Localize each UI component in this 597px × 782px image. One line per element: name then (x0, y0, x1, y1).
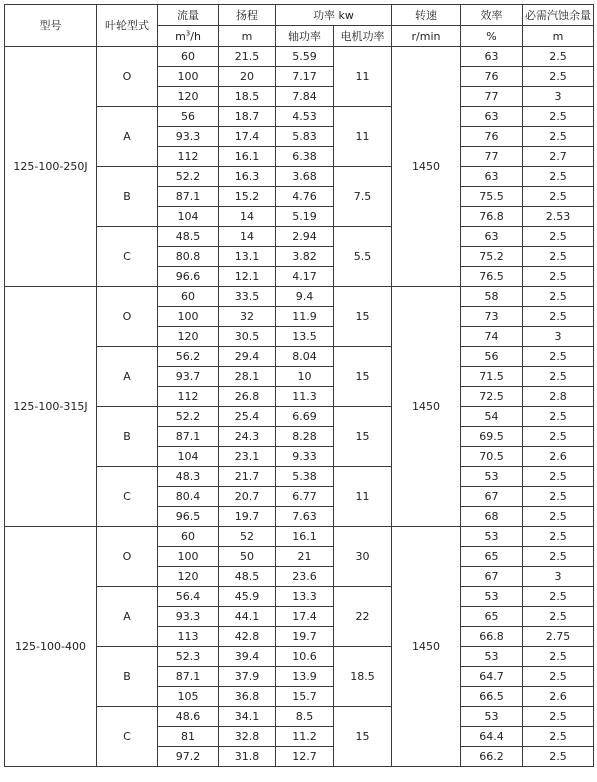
npsh-cell: 2.5 (523, 247, 594, 267)
flow-cell: 48.3 (158, 467, 219, 487)
flow-cell: 97.2 (158, 747, 219, 767)
header-head-unit: m (219, 26, 276, 47)
flow-cell: 96.6 (158, 267, 219, 287)
head-cell: 32 (219, 307, 276, 327)
head-cell: 14 (219, 227, 276, 247)
npsh-cell: 2.5 (523, 727, 594, 747)
head-cell: 29.4 (219, 347, 276, 367)
efficiency-cell: 77 (461, 147, 523, 167)
table-body (5, 5, 594, 767)
efficiency-cell: 70.5 (461, 447, 523, 467)
npsh-cell: 2.5 (523, 507, 594, 527)
npsh-cell: 2.5 (523, 287, 594, 307)
motor-power-cell: 22 (334, 587, 392, 647)
head-cell: 17.4 (219, 127, 276, 147)
efficiency-cell: 53 (461, 467, 523, 487)
speed-cell: 1450 (392, 527, 461, 767)
flow-cell: 60 (158, 47, 219, 67)
head-cell: 30.5 (219, 327, 276, 347)
impeller-type: C (97, 467, 158, 527)
efficiency-cell: 76.5 (461, 267, 523, 287)
efficiency-cell: 67 (461, 487, 523, 507)
head-cell: 23.1 (219, 447, 276, 467)
head-cell: 28.1 (219, 367, 276, 387)
flow-cell: 112 (158, 387, 219, 407)
table-row (5, 47, 594, 67)
npsh-cell: 2.5 (523, 707, 594, 727)
table-row (5, 287, 594, 307)
npsh-cell: 2.5 (523, 587, 594, 607)
flow-cell: 120 (158, 327, 219, 347)
flow-cell: 80.4 (158, 487, 219, 507)
impeller-type: B (97, 167, 158, 227)
head-cell: 20 (219, 67, 276, 87)
head-cell: 50 (219, 547, 276, 567)
efficiency-cell: 67 (461, 567, 523, 587)
shaft-power-cell: 3.82 (276, 247, 334, 267)
flow-cell: 120 (158, 567, 219, 587)
shaft-power-cell: 2.94 (276, 227, 334, 247)
impeller-type: O (97, 287, 158, 347)
flow-cell: 52.2 (158, 407, 219, 427)
npsh-cell: 2.7 (523, 147, 594, 167)
npsh-cell: 2.5 (523, 307, 594, 327)
npsh-cell: 3 (523, 87, 594, 107)
motor-power-cell: 15 (334, 347, 392, 407)
head-cell: 18.5 (219, 87, 276, 107)
npsh-cell: 2.5 (523, 747, 594, 767)
flow-cell: 48.5 (158, 227, 219, 247)
flow-cell: 100 (158, 67, 219, 87)
impeller-type: A (97, 107, 158, 167)
shaft-power-cell: 15.7 (276, 687, 334, 707)
npsh-cell: 2.5 (523, 487, 594, 507)
head-cell: 39.4 (219, 647, 276, 667)
efficiency-cell: 65 (461, 547, 523, 567)
flow-cell: 52.3 (158, 647, 219, 667)
shaft-power-cell: 6.77 (276, 487, 334, 507)
impeller-type: O (97, 527, 158, 587)
efficiency-cell: 56 (461, 347, 523, 367)
flow-cell: 104 (158, 207, 219, 227)
flow-unit-tail: /h (190, 29, 201, 43)
header-row-1 (5, 5, 594, 26)
flow-cell: 100 (158, 547, 219, 567)
pump-performance-table (4, 4, 594, 767)
npsh-cell: 2.5 (523, 47, 594, 67)
efficiency-cell: 53 (461, 707, 523, 727)
head-cell: 12.1 (219, 267, 276, 287)
head-cell: 16.3 (219, 167, 276, 187)
motor-power-cell: 15 (334, 287, 392, 347)
efficiency-cell: 53 (461, 587, 523, 607)
motor-power-cell: 11 (334, 107, 392, 167)
head-cell: 21.5 (219, 47, 276, 67)
npsh-cell: 2.6 (523, 687, 594, 707)
shaft-power-cell: 10 (276, 367, 334, 387)
efficiency-cell: 63 (461, 47, 523, 67)
impeller-type: O (97, 47, 158, 107)
head-cell: 19.7 (219, 507, 276, 527)
table-row (5, 527, 594, 547)
head-cell: 16.1 (219, 147, 276, 167)
flow-cell: 87.1 (158, 667, 219, 687)
npsh-cell: 2.5 (523, 467, 594, 487)
speed-cell: 1450 (392, 47, 461, 287)
efficiency-cell: 63 (461, 107, 523, 127)
efficiency-cell: 58 (461, 287, 523, 307)
motor-power-cell: 30 (334, 527, 392, 587)
shaft-power-cell: 13.9 (276, 667, 334, 687)
shaft-power-cell: 11.2 (276, 727, 334, 747)
npsh-cell: 2.5 (523, 107, 594, 127)
shaft-power-cell: 9.4 (276, 287, 334, 307)
efficiency-cell: 65 (461, 607, 523, 627)
head-cell: 48.5 (219, 567, 276, 587)
motor-power-cell: 11 (334, 47, 392, 107)
npsh-cell: 2.6 (523, 447, 594, 467)
npsh-cell: 2.75 (523, 627, 594, 647)
efficiency-cell: 73 (461, 307, 523, 327)
shaft-power-cell: 8.5 (276, 707, 334, 727)
flow-cell: 60 (158, 527, 219, 547)
flow-cell: 52.2 (158, 167, 219, 187)
header-flow-unit (158, 26, 219, 47)
shaft-power-cell: 4.76 (276, 187, 334, 207)
head-cell: 26.8 (219, 387, 276, 407)
efficiency-cell: 64.7 (461, 667, 523, 687)
head-cell: 31.8 (219, 747, 276, 767)
efficiency-cell: 53 (461, 647, 523, 667)
shaft-power-cell: 7.17 (276, 67, 334, 87)
flow-cell: 93.7 (158, 367, 219, 387)
head-cell: 52 (219, 527, 276, 547)
header-npsh: 必需汽蚀余量 (523, 5, 594, 26)
motor-power-cell: 11 (334, 467, 392, 527)
head-cell: 34.1 (219, 707, 276, 727)
head-cell: 32.8 (219, 727, 276, 747)
npsh-cell: 2.8 (523, 387, 594, 407)
impeller-type: A (97, 347, 158, 407)
shaft-power-cell: 3.68 (276, 167, 334, 187)
impeller-type: C (97, 227, 158, 287)
header-speed: 转速 (392, 5, 461, 26)
head-cell: 13.1 (219, 247, 276, 267)
npsh-cell: 2.5 (523, 167, 594, 187)
flow-cell: 87.1 (158, 427, 219, 447)
npsh-cell: 2.5 (523, 607, 594, 627)
flow-cell: 104 (158, 447, 219, 467)
flow-cell: 93.3 (158, 127, 219, 147)
flow-unit-sup: 3 (185, 28, 191, 37)
shaft-power-cell: 4.17 (276, 267, 334, 287)
efficiency-cell: 66.2 (461, 747, 523, 767)
head-cell: 14 (219, 207, 276, 227)
efficiency-cell: 54 (461, 407, 523, 427)
motor-power-cell: 15 (334, 707, 392, 767)
shaft-power-cell: 16.1 (276, 527, 334, 547)
header-npsh-unit: m (523, 26, 594, 47)
npsh-cell: 2.5 (523, 527, 594, 547)
shaft-power-cell: 13.3 (276, 587, 334, 607)
motor-power-cell: 7.5 (334, 167, 392, 227)
npsh-cell: 2.5 (523, 127, 594, 147)
shaft-power-cell: 7.84 (276, 87, 334, 107)
npsh-cell: 2.5 (523, 267, 594, 287)
efficiency-cell: 74 (461, 327, 523, 347)
npsh-cell: 2.5 (523, 367, 594, 387)
head-cell: 24.3 (219, 427, 276, 447)
efficiency-cell: 77 (461, 87, 523, 107)
header-speed-unit: r/min (392, 26, 461, 47)
flow-cell: 120 (158, 87, 219, 107)
head-cell: 18.7 (219, 107, 276, 127)
flow-cell: 113 (158, 627, 219, 647)
impeller-type: B (97, 407, 158, 467)
flow-unit-base: m (175, 29, 186, 43)
efficiency-cell: 75.5 (461, 187, 523, 207)
efficiency-cell: 76 (461, 127, 523, 147)
npsh-cell: 2.5 (523, 67, 594, 87)
header-motor-power: 电机功率 (334, 26, 392, 47)
head-cell: 42.8 (219, 627, 276, 647)
flow-cell: 56.4 (158, 587, 219, 607)
model-name: 125-100-400 (5, 527, 97, 767)
efficiency-cell: 76 (461, 67, 523, 87)
npsh-cell: 2.5 (523, 547, 594, 567)
header-efficiency-unit: % (461, 26, 523, 47)
npsh-cell: 2.5 (523, 407, 594, 427)
flow-cell: 81 (158, 727, 219, 747)
flow-cell: 112 (158, 147, 219, 167)
shaft-power-cell: 6.69 (276, 407, 334, 427)
npsh-cell: 2.5 (523, 187, 594, 207)
shaft-power-cell: 9.33 (276, 447, 334, 467)
efficiency-cell: 53 (461, 527, 523, 547)
header-shaft-power: 轴功率 (276, 26, 334, 47)
flow-cell: 56.2 (158, 347, 219, 367)
header-impeller: 叶轮型式 (97, 5, 158, 47)
impeller-type: A (97, 587, 158, 647)
efficiency-cell: 71.5 (461, 367, 523, 387)
motor-power-cell: 5.5 (334, 227, 392, 287)
npsh-cell: 3 (523, 327, 594, 347)
model-name: 125-100-250J (5, 47, 97, 287)
head-cell: 36.8 (219, 687, 276, 707)
shaft-power-cell: 5.19 (276, 207, 334, 227)
motor-power-cell: 18.5 (334, 647, 392, 707)
header-power: 功率 kw (276, 5, 392, 26)
npsh-cell: 2.5 (523, 347, 594, 367)
model-name: 125-100-315J (5, 287, 97, 527)
efficiency-cell: 64.4 (461, 727, 523, 747)
header-efficiency: 效率 (461, 5, 523, 26)
shaft-power-cell: 8.04 (276, 347, 334, 367)
header-model: 型号 (5, 5, 97, 47)
flow-cell: 96.5 (158, 507, 219, 527)
header-flow: 流量 (158, 5, 219, 26)
shaft-power-cell: 6.38 (276, 147, 334, 167)
shaft-power-cell: 21 (276, 547, 334, 567)
shaft-power-cell: 7.63 (276, 507, 334, 527)
npsh-cell: 2.5 (523, 667, 594, 687)
shaft-power-cell: 23.6 (276, 567, 334, 587)
efficiency-cell: 69.5 (461, 427, 523, 447)
efficiency-cell: 66.8 (461, 627, 523, 647)
head-cell: 15.2 (219, 187, 276, 207)
npsh-cell: 2.5 (523, 647, 594, 667)
shaft-power-cell: 5.59 (276, 47, 334, 67)
npsh-cell: 2.5 (523, 427, 594, 447)
efficiency-cell: 76.8 (461, 207, 523, 227)
impeller-type: C (97, 707, 158, 767)
shaft-power-cell: 10.6 (276, 647, 334, 667)
speed-cell: 1450 (392, 287, 461, 527)
impeller-type: B (97, 647, 158, 707)
shaft-power-cell: 5.83 (276, 127, 334, 147)
flow-cell: 56 (158, 107, 219, 127)
shaft-power-cell: 13.5 (276, 327, 334, 347)
efficiency-cell: 75.2 (461, 247, 523, 267)
head-cell: 20.7 (219, 487, 276, 507)
flow-cell: 60 (158, 287, 219, 307)
flow-cell: 100 (158, 307, 219, 327)
shaft-power-cell: 19.7 (276, 627, 334, 647)
efficiency-cell: 63 (461, 227, 523, 247)
head-cell: 44.1 (219, 607, 276, 627)
npsh-cell: 2.5 (523, 227, 594, 247)
shaft-power-cell: 12.7 (276, 747, 334, 767)
head-cell: 33.5 (219, 287, 276, 307)
head-cell: 37.9 (219, 667, 276, 687)
shaft-power-cell: 11.3 (276, 387, 334, 407)
npsh-cell: 3 (523, 567, 594, 587)
shaft-power-cell: 4.53 (276, 107, 334, 127)
motor-power-cell: 15 (334, 407, 392, 467)
flow-cell: 93.3 (158, 607, 219, 627)
flow-cell: 80.8 (158, 247, 219, 267)
efficiency-cell: 66.5 (461, 687, 523, 707)
flow-cell: 105 (158, 687, 219, 707)
flow-cell: 48.6 (158, 707, 219, 727)
head-cell: 21.7 (219, 467, 276, 487)
header-head: 扬程 (219, 5, 276, 26)
shaft-power-cell: 5.38 (276, 467, 334, 487)
efficiency-cell: 68 (461, 507, 523, 527)
shaft-power-cell: 8.28 (276, 427, 334, 447)
efficiency-cell: 63 (461, 167, 523, 187)
npsh-cell: 2.53 (523, 207, 594, 227)
efficiency-cell: 72.5 (461, 387, 523, 407)
head-cell: 45.9 (219, 587, 276, 607)
shaft-power-cell: 11.9 (276, 307, 334, 327)
flow-cell: 87.1 (158, 187, 219, 207)
head-cell: 25.4 (219, 407, 276, 427)
shaft-power-cell: 17.4 (276, 607, 334, 627)
